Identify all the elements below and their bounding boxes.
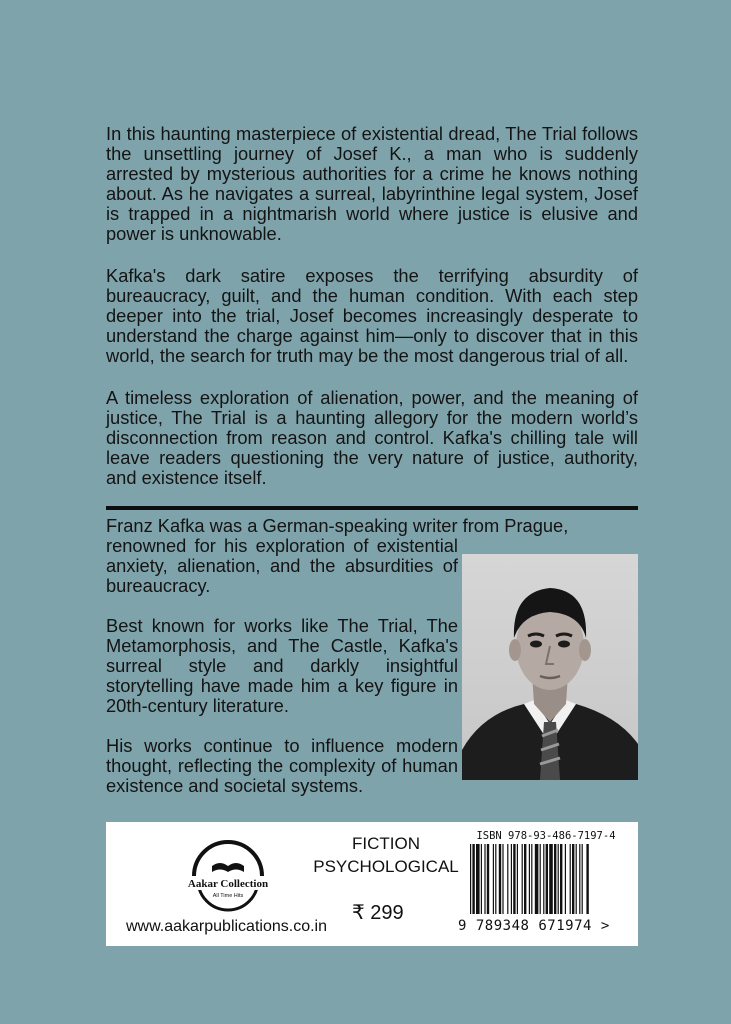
bio-paragraph-3: His works continue to influence modern thought, reflecting the complexity of human existence and societal systems. [106,735,458,796]
price: ₹ 299 [352,902,404,924]
bio-paragraph-1: renowned for his exploration of existential anxiety, alienation, and the absurdities of bureaucracy. [106,535,458,596]
publisher-website: www.aakarpublications.co.in [126,918,327,935]
isbn-barcode [458,844,630,918]
blurb-paragraph-1: In this haunting masterpiece of existential dread, The Trial follows the unsettling journey of Josef K., a man who is suddenly arrested by mysterious authorities for a crime he knows nothing about. As he navigates a surreal, labyrinthine legal system, Josef is trapped in a nightmarish world where justice is elusive and power is unknowable. [106,123,638,244]
blurb-paragraph-2: Kafka's dark satire exposes the terrifying absurdity of bureaucracy, guilt, and the human condition. With each step deeper into the trial, Josef becomes increasingly desperate to understand the charge against him—only to discover that in this world, the search for truth may be the most dangerous trial of all. [106,265,638,366]
genre-line-2: PSYCHOLOGICAL [313,857,459,876]
ean-digits: 9 789348 671974 > [458,918,610,934]
author-portrait [462,554,638,780]
genre-label [302,832,470,878]
bio-first-line: Franz Kafka was a German-speaking writer from Prague, [106,515,569,536]
book-blurb [106,124,638,510]
bio-column [106,536,458,796]
isbn-label: ISBN 978-93-486-7197-4 [476,830,616,842]
publisher-name: Aakar Collection [187,878,269,890]
publisher-logo [176,836,280,912]
publisher-tagline: All Time Hits [212,893,244,899]
back-cover-footer [106,822,638,946]
blurb-paragraph-3: A timeless exploration of alienation, power, and the meaning of justice, The Trial is a haunting allegory for the modern world’s disconnection from reason and control. Kafka's chilling tale will leave readers questioning the very nature of justice, authority, and existence itself. [106,387,638,488]
bio-paragraph-2: Best known for works like The Trial, The Metamorphosis, and The Castle, Kafka's surreal style and darkly insightful storytelling have made him a key figure in 20th-century literature. [106,615,458,716]
genre-line-1: FICTION [352,834,420,853]
section-divider [106,506,638,510]
